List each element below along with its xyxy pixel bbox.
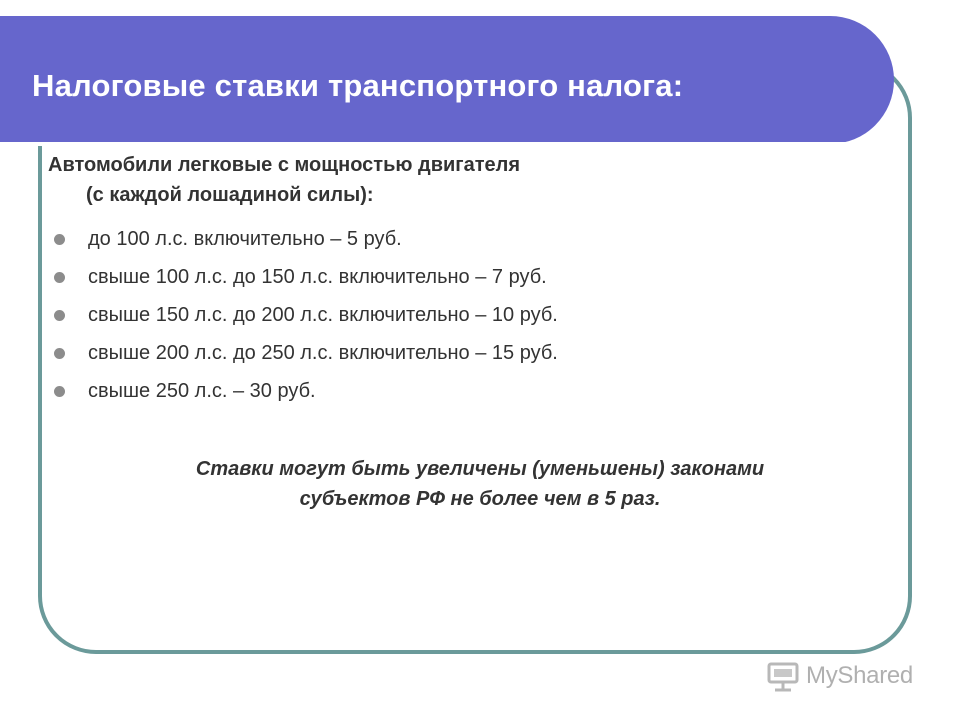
intro-line-2: (с каждой лошадиной силы): bbox=[86, 184, 374, 206]
title-underline bbox=[0, 142, 848, 146]
note-line-2: субъектов РФ не более чем в 5 раз. bbox=[299, 488, 661, 510]
watermark-text: MyShared bbox=[806, 662, 913, 689]
note-line-1: Ставки могут быть увеличены (уменьшены) законами bbox=[195, 458, 765, 480]
intro-text bbox=[48, 150, 900, 210]
bullet-icon bbox=[54, 310, 65, 321]
bullet-icon bbox=[54, 386, 65, 397]
slide-title: Налоговые ставки транспортного налога: bbox=[32, 68, 684, 103]
list-item bbox=[40, 372, 900, 410]
title-bar bbox=[0, 16, 894, 144]
watermark bbox=[766, 656, 913, 696]
bullet-icon bbox=[54, 234, 65, 245]
bullet-icon bbox=[54, 348, 65, 359]
list-item bbox=[40, 296, 900, 334]
list-item bbox=[40, 258, 900, 296]
rate-text: свыше 200 л.с. до 250 л.с. включительно – 15 руб. bbox=[88, 342, 558, 364]
rate-text: свыше 100 л.с. до 150 л.с. включительно – 7 руб. bbox=[88, 266, 547, 288]
list-item bbox=[40, 334, 900, 372]
intro-line-1: Автомобили легковые с мощностью двигателя bbox=[48, 154, 521, 176]
rate-text: свыше 250 л.с. – 30 руб. bbox=[88, 380, 316, 402]
presentation-board-icon bbox=[766, 659, 800, 693]
note-text bbox=[40, 454, 920, 514]
rate-text: до 100 л.с. включительно – 5 руб. bbox=[88, 228, 402, 250]
rates-list bbox=[40, 220, 900, 410]
slide-content bbox=[40, 150, 900, 410]
list-item bbox=[40, 220, 900, 258]
rate-text: свыше 150 л.с. до 200 л.с. включительно – 10 руб. bbox=[88, 304, 558, 326]
bullet-icon bbox=[54, 272, 65, 283]
